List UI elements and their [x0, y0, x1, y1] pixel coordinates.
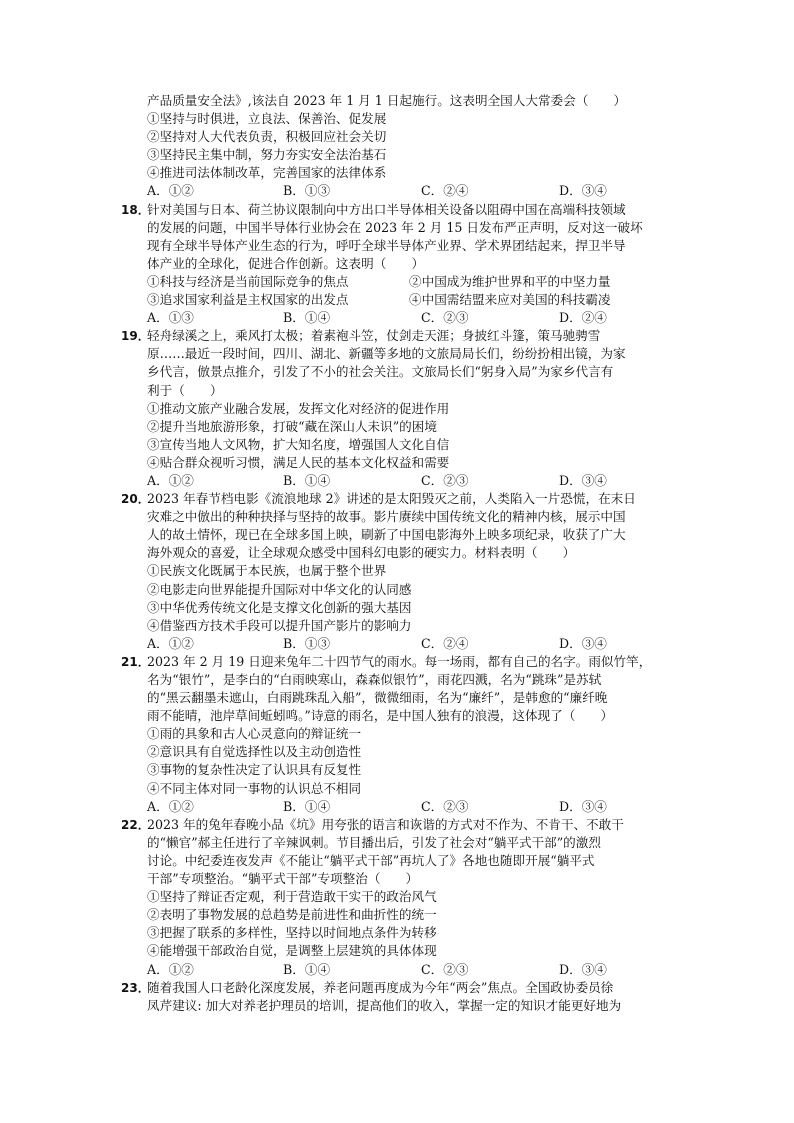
answer-choices [147, 961, 677, 979]
answer-c[interactable]: C．②③ [421, 472, 469, 488]
option-4: ④能增强干部政治自觉，是调整上层建筑的具体体现 [147, 943, 437, 959]
option-1: ①科技与经济是当前国际竞争的焦点 [147, 273, 349, 289]
answer-d[interactable]: D．③④ [559, 472, 607, 488]
option-1: ①坚持与时俱进，立良法、保善治、促发展 [147, 111, 387, 127]
option-2: ②意识具有自觉选择性以及主动创造性 [147, 744, 362, 760]
answer-a[interactable]: A．①② [147, 635, 194, 651]
option-2: ②电影走向世界能提升国际对中华文化的认同感 [147, 581, 412, 597]
option-1: ①坚持了辩证否定观，利于营造敢干实干的政治风气 [147, 889, 437, 905]
option-2: ②表明了事物发展的总趋势是前进性和曲折性的统一 [147, 907, 437, 923]
answer-b[interactable]: B．①④ [283, 472, 331, 488]
question-stem-line: 随着我国人口老龄化深度发展，养老问题再度成为今年“两会”焦点。全国政协委员徐 [147, 979, 614, 995]
answer-a[interactable]: A．①② [147, 472, 194, 488]
answer-b[interactable]: B．①④ [283, 310, 331, 326]
question-23 [121, 979, 677, 1015]
question-stem-line: 体产业的全球化，促进合作创新。这表明（ ） [147, 255, 425, 271]
question-number: 20． [121, 492, 150, 507]
option-4: ④贴合群众视听习惯，满足人民的基本文化权益和需要 [147, 454, 450, 470]
question-stem-line: 针对美国与日本、荷兰协议限制向中方出口半导体相关设备以阻碍中国在高端科技领域 [147, 201, 626, 217]
question-number: 21． [121, 654, 150, 669]
exam-page [121, 92, 677, 1015]
question-19 [121, 327, 677, 490]
option-3: ③坚持民主集中制，努力夯实安全法治基石 [147, 147, 387, 163]
question-stem-line: 的发展的问题，中国半导体行业协会在 2023 年 2 月 15 日发布严正声明，反对这一破坏 [147, 219, 643, 235]
answer-b[interactable]: B．①③ [283, 183, 331, 199]
answer-a[interactable]: A．①③ [147, 310, 194, 326]
answer-b[interactable]: B．①④ [283, 798, 331, 814]
answer-c[interactable]: C．②③ [421, 798, 469, 814]
answer-a[interactable]: A．①② [147, 961, 194, 977]
question-stem-line: 利于（ ） [147, 382, 223, 398]
answer-c[interactable]: C．②③ [421, 310, 469, 326]
question-21 [121, 653, 677, 816]
answer-a[interactable]: A．①② [147, 183, 194, 199]
question-number: 23． [121, 980, 150, 995]
question-number: 18． [121, 202, 150, 217]
answer-d[interactable]: D．③④ [559, 961, 607, 977]
answer-b[interactable]: B．①④ [283, 961, 331, 977]
question-stem-line: 轻舟绿溪之上，乘风打太极；着素袍斗笠，仗剑走天涯；身披红斗篷，策马驰骋雪 [147, 328, 601, 344]
answer-c[interactable]: C．②④ [421, 635, 469, 651]
answer-d[interactable]: D．③④ [559, 798, 607, 814]
question-17 [147, 92, 677, 201]
answer-d[interactable]: D．③④ [559, 183, 607, 199]
option-row [147, 273, 677, 291]
question-stem-line: 讨论。中纪委连夜发声《不能让“躺平式干部”再坑人了》各地也随即开展“躺平式 [147, 852, 595, 868]
option-4: ④推进司法体制改革，完善国家的法律体系 [147, 165, 387, 181]
answer-choices [147, 472, 677, 490]
question-22 [121, 816, 677, 979]
answer-choices [147, 182, 677, 200]
answer-d[interactable]: D．②④ [559, 310, 607, 326]
option-3: ③追求国家利益是主权国家的出发点 [147, 292, 349, 308]
question-stem-line: 2023 年 2 月 19 日迎来兔年二十四节气的雨水。每一场雨，都有自己的名字。雨似竹竿， [147, 653, 652, 669]
question-stem-line: 现有全球半导体产业生态的行为，呼吁全球半导体产业界、学术界团结起来，捍卫半导 [147, 237, 626, 253]
question-stem-line: 名为“银竹”，是李白的“白雨映寒山，森森似银竹”，雨花四溅，名为“跳珠”是苏轼 [147, 672, 602, 687]
question-18 [121, 201, 677, 328]
question-stem-line: 2023 年春节档电影《流浪地球 2》讲述的是太阳毁灭之前，人类陷入一片恐慌，在末日 [147, 491, 636, 507]
option-3: ③把握了联系的多样性，坚持以时间地点条件为转移 [147, 925, 437, 941]
answer-c[interactable]: C．②③ [421, 961, 469, 977]
question-stem-line: 海外观众的喜爱，让全球观众感受中国科幻电影的硬实力。材料表明（ ） [147, 545, 576, 561]
option-3: ③中华优秀传统文化是支撑文化创新的强大基因 [147, 599, 412, 615]
answer-b[interactable]: B．①③ [283, 635, 331, 651]
option-1: ①雨的具象和古人心灵意向的辩证统一 [147, 726, 362, 742]
answer-choices [147, 635, 677, 653]
question-stem-line: 产品质量安全法》,该法自 2023 年 1 月 1 日起施行。这表明全国人大常委会（ ） [147, 93, 627, 108]
question-20 [121, 490, 677, 653]
option-2: ②坚持对人大代表负责，积极回应社会关切 [147, 129, 387, 145]
option-row [147, 291, 677, 309]
question-stem-line: 的“懒官”郝主任进行了辛辣讽刺。节目播出后，引发了社会对“躺平式干部”的激烈 [147, 834, 601, 850]
question-stem-line: 人的故土情怀，现已在全球多国上映，刷新了中国电影海外上映多项纪录，收获了广大 [147, 527, 626, 543]
option-3: ③事物的复杂性决定了认识具有反复性 [147, 762, 362, 778]
option-2: ②中国成为维护世界和平的中坚力量 [409, 273, 611, 289]
question-number: 19． [121, 329, 150, 344]
option-4: ④借鉴西方技术手段可以提升国产影片的影响力 [147, 617, 412, 633]
question-stem-line: 乡代言，倣景点推介，引发了不小的社会关注。文旅局长们“躬身入局”为家乡代言有 [147, 364, 614, 380]
option-4: ④中国需结盟来应对美国的科技霸凌 [409, 292, 611, 308]
answer-choices [147, 309, 677, 327]
answer-choices [147, 798, 677, 816]
question-number: 22． [121, 817, 150, 832]
option-4: ④不同主体对同一事物的认识总不相同 [147, 780, 362, 796]
question-stem-line: 2023 年的兔年春晚小品《坑》用夸张的语言和诙谐的方式对不作为、不肯干、不敢干 [147, 816, 624, 832]
answer-a[interactable]: A．①② [147, 798, 194, 814]
question-stem-line: 原……最近一段时间，四川、湖北、新疆等多地的文旅局局长们，纷纷扮相出镜，为家 [147, 346, 626, 362]
question-stem-line: 的“黑云翻墨未遮山，白雨跳珠乱入船”，微微细雨，名为“廉纤”，是韩愈的“廉纤晚 [147, 690, 608, 706]
option-2: ②提升当地旅游形象，打破“藏在深山人未识”的困境 [147, 418, 437, 434]
option-1: ①推动文旅产业融合发展，发挥文化对经济的促进作用 [147, 400, 450, 416]
question-stem-line: 干部”专项整治。“躺平式干部”专项整治（ ） [147, 871, 419, 887]
option-1: ①民族文化既属于本民族，也属于整个世界 [147, 563, 387, 579]
question-stem-line: 凤芹建议: 加大对养老护理员的培训，提高他们的收入，掌握一定的知识才能更好地为 [147, 997, 622, 1013]
question-stem-line: 灾难之中倣出的种种抉择与坚持的故事。影片赓续中国传统文化的精神内核，展示中国 [147, 509, 626, 525]
question-stem-line: 雨不能晴，池岸草间蚯蚓鸣。”诗意的雨名，是中国人独有的浪漫，这体现了（ ） [147, 708, 614, 724]
option-3: ③宣传当地人文风物，扩大知名度，增强国人文化自信 [147, 436, 450, 452]
answer-c[interactable]: C．②④ [421, 183, 469, 199]
answer-d[interactable]: D．③④ [559, 635, 607, 651]
